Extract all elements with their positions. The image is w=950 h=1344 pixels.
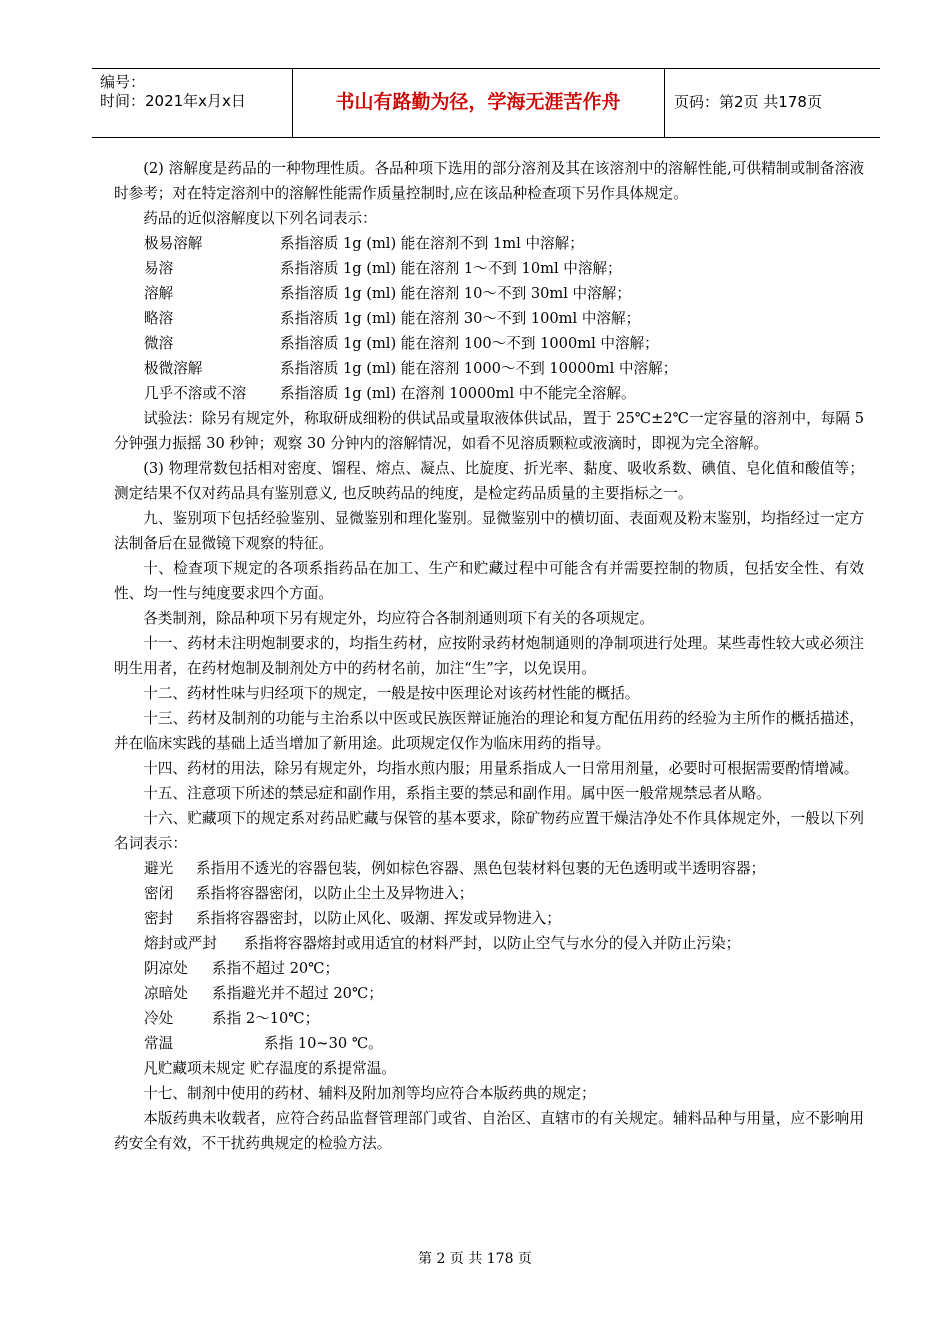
time-label: 时间：2021年x月x日 [100,92,246,110]
storage-desc: 系指将容器密封，以防止风化、吸潮、挥发或异物进入； [196,910,561,927]
storage-row [114,981,864,1006]
definition-desc: 系指溶质 1g (ml) 能在溶剂不到 1ml 中溶解； [280,235,584,252]
definition-desc: 系指溶质 1g (ml) 能在溶剂 100～不到 1000ml 中溶解； [280,335,659,352]
paragraph: 各类制剂，除品种项下另有规定外，均应符合各制剂通则项下有关的各项规定。 [143,610,654,627]
storage-row [114,856,864,881]
number-label: 编号： [100,73,146,91]
storage-row [114,906,864,931]
definition-term: 略溶 [144,310,174,327]
page-footer: 第 2 页 共 178 页 [418,1251,532,1267]
paragraph: 十、检查项下规定的各项系指药品在加工、生产和贮藏过程中可能含有并需要控制的物质，包括安全性、有效性、均一性与纯度要求四个方面。 [114,560,864,602]
storage-desc: 系指 2～10℃； [212,1010,320,1027]
paragraph: 十六、贮藏项下的规定系对药品贮藏与保管的基本要求，除矿物药应置干燥洁净处不作具体规定外，一般以下列名词表示： [114,810,864,852]
storage-desc: 系指避光并不超过 20℃； [212,985,383,1002]
definition-row [114,306,864,331]
definition-desc: 系指溶质 1g (ml) 能在溶剂 1000～不到 10000ml 中溶解； [280,360,678,377]
storage-term: 密闭 [144,885,174,902]
document-body [114,156,864,1156]
paragraph: 试验法：除另有规定外，称取研成细粉的供试品或量取液体供试品，置于 25℃±2℃一定容量的溶剂中，每隔 5 分钟强力振摇 30 秒钟；观察 30 分钟内的溶解情况，如看不见溶质颗粒或液滴时，即视为完全溶解。 [114,410,864,452]
paragraph: 本版药典未收载者，应符合药品监督管理部门或省、自治区、直辖市的有关规定。辅料品种与用量，应不影响用药安全有效，不干扰药典规定的检验方法。 [114,1110,864,1152]
storage-desc: 系指不超过 20℃； [212,960,340,977]
header-page-label: 页码：第2页 共178页 [674,93,822,111]
paragraph: 九、鉴别项下包括经验鉴别、显微鉴别和理化鉴别。显微鉴别中的横切面、表面观及粉末鉴别，均指经过一定方法制备后在显微镜下观察的特征。 [114,510,864,552]
storage-term: 冷处 [144,1010,174,1027]
header-info-cell [92,69,293,137]
definition-row [114,331,864,356]
storage-row [114,1006,864,1031]
storage-desc: 系指将容器熔封或用适宜的材料严封，以防止空气与水分的侵入并防止污染； [244,935,741,952]
header-motto-cell [292,69,665,137]
definition-term: 溶解 [144,285,174,302]
storage-row [114,881,864,906]
definition-term: 极易溶解 [144,235,203,252]
definition-desc: 系指溶质 1g (ml) 能在溶剂 1～不到 10ml 中溶解； [280,260,622,277]
definition-desc: 系指溶质 1g (ml) 在溶剂 10000ml 中不能完全溶解。 [280,385,636,402]
definition-desc: 系指溶质 1g (ml) 能在溶剂 30～不到 100ml 中溶解； [280,310,641,327]
definition-row [114,381,864,406]
definition-term: 微溶 [144,335,174,352]
storage-row [114,931,864,956]
definition-term: 极微溶解 [144,360,203,377]
storage-desc: 系指用不透光的容器包装，例如棕色容器、黑色包装材料包裹的无色透明或半透明容器； [196,860,766,877]
definition-row [114,356,864,381]
paragraph: 十二、药材性味与归经项下的规定，一般是按中医理论对该药材性能的概括。 [143,685,640,702]
definition-row [114,231,864,256]
storage-desc: 系指 10~30 ℃。 [264,1035,383,1052]
storage-term: 凉暗处 [144,985,188,1002]
storage-term: 熔封或严封 [144,935,217,952]
paragraph: 凡贮藏项未规定 贮存温度的系提常温。 [143,1060,396,1077]
paragraph: 十七、制剂中使用的药材、辅料及附加剂等均应符合本版药典的规定； [143,1085,596,1102]
definition-row [114,256,864,281]
motto-text: 书山有路勤为径，学海无涯苦作舟 [335,91,621,113]
storage-row [114,956,864,981]
paragraph: (2) 溶解度是药品的一种物理性质。各品种项下选用的部分溶剂及其在该溶剂中的溶解性能,可供精制或制备溶液时参考；对在特定溶剂中的溶解性能需作质量控制时,应在该品种检查项下另作具体规定。 [114,160,864,202]
header-page-cell [664,69,880,137]
paragraph: 十一、药材未注明炮制要求的，均指生药材，应按附录药材炮制通则的净制项进行处理。某些毒性较大或必须注明生用者，在药材炮制及制剂处方中的药材名前，加注“生”字，以免误用。 [114,635,864,677]
storage-term: 阴凉处 [144,960,188,977]
definition-term: 几乎不溶或不溶 [144,385,247,402]
paragraph: 十四、药材的用法，除另有规定外，均指水煎内服；用量系指成人一日常用剂量，必要时可根据需要酌情增减。 [143,760,859,777]
storage-term: 避光 [144,860,174,877]
definition-row [114,281,864,306]
paragraph: 十五、注意项下所述的禁忌症和副作用，系指主要的禁忌和副作用。属中医一般常规禁忌者从略。 [143,785,771,802]
storage-row [114,1031,864,1056]
definition-term: 易溶 [144,260,174,277]
page-header [92,68,880,138]
paragraph: (3) 物理常数包括相对密度、馏程、熔点、凝点、比旋度、折光率、黏度、吸收系数、碘值、皂化值和酸值等；测定结果不仅对药品具有鉴别意义, 也反映药品的纯度，是检定药品质量的主要指标之一。 [114,460,864,502]
storage-desc: 系指将容器密闭，以防止尘土及异物进入； [196,885,474,902]
paragraph: 十三、药材及制剂的功能与主治系以中医或民族医辩证施治的理论和复方配伍用药的经验为主所作的概括描述，并在临床实践的基础上适当增加了新用途。此项规定仅作为临床用药的指导。 [114,710,864,752]
paragraph: 药品的近似溶解度以下列名词表示： [143,210,377,227]
storage-term: 常温 [144,1035,174,1052]
storage-term: 密封 [144,910,174,927]
definition-desc: 系指溶质 1g (ml) 能在溶剂 10～不到 30ml 中溶解； [280,285,631,302]
